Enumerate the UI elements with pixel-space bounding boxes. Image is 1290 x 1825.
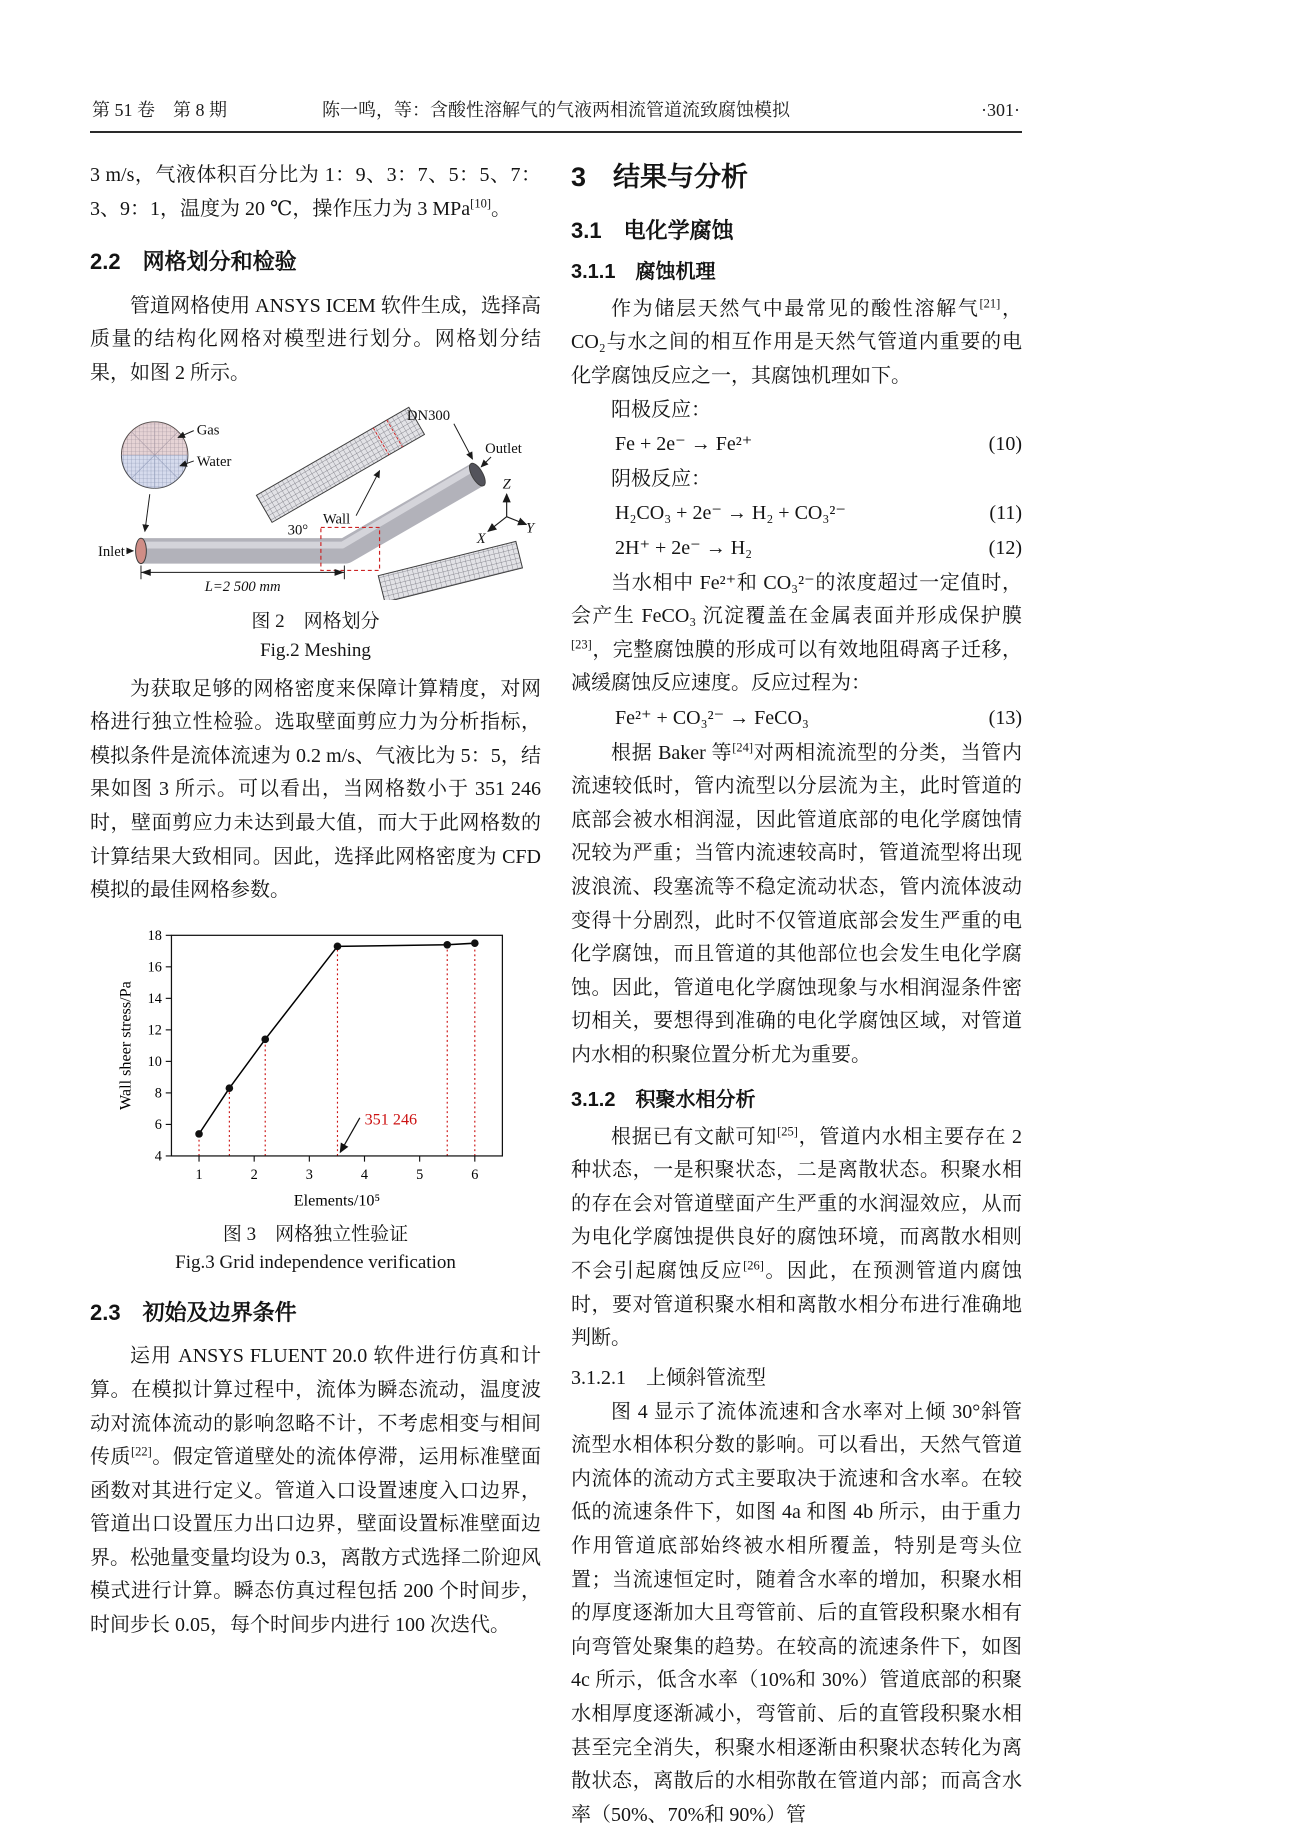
text-run: 对两相流流型的分类，当管内流速较低时，管内流型以分层流为主，此时管道的底部会被水相润湿，因此管道底部的电化学腐蚀情况较为严重；当管内流速较高时，管道流型将出现波浪流、段塞流等不稳定流动状态，管内流体波动变得十分剧烈，此时不仅管道底部会发生严重的电化学腐蚀，而且管道的其他部位也会发生电化学腐蚀。因此，管道电化学腐蚀现象与水相润湿条件密切相关，要想得到准确的电化学腐蚀区域，对管道内水相的积聚位置分析尤为重要。 — [571, 741, 1022, 1066]
fig2-label-gas: Gas — [196, 423, 220, 440]
section-heading-3: 3 结果与分析 — [571, 162, 749, 192]
citation-ref-21: [21] — [979, 296, 1001, 311]
fig2-axis-x: X — [476, 531, 486, 548]
figure-2-caption-en: Fig.2 Meshing — [260, 640, 371, 662]
paragraph-operating-conditions — [90, 159, 541, 226]
length-dimension — [140, 566, 343, 580]
equation-11-number: (11) — [989, 502, 1022, 525]
text-run: 3 m/s，气液体积百分比为 1：9、3：7、5：5、7：3、9：1，温度为 20 ℃，操作压力为 3 MPa — [90, 164, 541, 220]
equation-13 — [571, 702, 1022, 736]
citation-ref-23: [23] — [571, 637, 592, 652]
citation-ref-22: [22] — [130, 1444, 152, 1459]
fig2-label-length: L=2 500 mm — [204, 579, 281, 596]
figure-2-caption — [90, 608, 541, 664]
section-heading-2-2: 2.2 网格划分和检验 — [90, 249, 297, 275]
equation-12-formula: 2H⁺ + 2e⁻ → H₂ — [615, 537, 753, 560]
svg-text:2: 2 — [250, 1166, 258, 1183]
svg-text:6: 6 — [470, 1166, 478, 1183]
paragraph-flow-pattern — [571, 737, 1022, 1073]
citation-ref-10: [10] — [470, 195, 491, 210]
equation-12 — [571, 532, 1022, 566]
paragraph-boundary-conditions — [90, 1340, 541, 1642]
svg-text:6: 6 — [154, 1116, 162, 1133]
fig2-axis-y: Y — [525, 520, 534, 537]
inlet-face — [135, 539, 146, 564]
citation-ref-25: [25] — [777, 1123, 798, 1138]
outlet-mesh-pipe — [378, 542, 522, 601]
equation-13-number: (13) — [988, 707, 1022, 730]
inlet-cross-section — [121, 422, 187, 488]
section-heading-3-1-2: 3.1.2 积聚水相分析 — [571, 1088, 756, 1111]
svg-text:4: 4 — [360, 1166, 368, 1183]
text-run: 作为储层天然气中最常见的酸性溶解气 — [611, 297, 980, 320]
section-heading-2-3: 2.3 初始及边界条件 — [90, 1299, 297, 1325]
mesh-diagram — [96, 404, 536, 600]
header-page-number: ·301· — [981, 100, 1020, 120]
text-run: ，管道内水相主要存在 2 种状态，一是积聚状态，二是离散状态。积聚水相的存在会对管道壁面产生严重的水润湿效应，从而为电化学腐蚀提供良好的腐蚀环境，而离散水相则不会引起腐蚀反应 — [571, 1125, 1023, 1282]
equation-11-formula: H₂CO₃ + 2e⁻ → H₂ + CO₃²⁻ — [615, 502, 846, 525]
equation-12-number: (12) — [988, 537, 1022, 560]
header-volume-issue: 第 51 卷 第 8 期 — [92, 100, 227, 120]
section-heading-3-1-1: 3.1.1 腐蚀机理 — [571, 260, 716, 283]
citation-ref-26: [26] — [743, 1258, 764, 1273]
svg-text:351 246: 351 246 — [364, 1111, 417, 1129]
text-run: ，CO₂与水之间的相互作用是天然气管道内重要的电化学腐蚀反应之一，其腐蚀机理如下。 — [571, 297, 1023, 388]
svg-text:5: 5 — [415, 1166, 423, 1183]
svg-text:12: 12 — [147, 1022, 162, 1039]
text-run: 。 — [490, 197, 511, 220]
equation-11 — [571, 497, 1022, 531]
fig2-label-inlet: Inlet — [97, 544, 125, 561]
figure-2-caption-cn: 图 2 网格划分 — [251, 611, 380, 633]
cathode-reaction-label: 阴极反应： — [611, 467, 711, 490]
svg-text:Elements/10⁵: Elements/10⁵ — [293, 1192, 380, 1210]
svg-text:1: 1 — [194, 1166, 203, 1183]
svg-text:3: 3 — [305, 1166, 313, 1183]
equation-10-number: (10) — [988, 433, 1022, 456]
anode-reaction-label: 阳极反应： — [611, 398, 711, 421]
text-run: 。假定管道壁处的流体停滞，运用标准壁面函数对其进行定义。管道入口设置速度入口边界，管道出口设置压力出口边界，壁面设置标准壁面边界。松弛量变量均设为 0.3，离散方式选择二阶迎风模式进行计算。瞬态仿真过程包括 200 个时间步，时间步长 0.05，每个时间步内进行 100 次迭代。 — [90, 1446, 541, 1637]
figure-2 — [90, 404, 541, 664]
grid-independence-chart-container — [90, 922, 541, 1213]
citation-ref-24: [24] — [732, 739, 754, 754]
equation-10-formula: Fe + 2e⁻ → Fe²⁺ — [615, 433, 753, 456]
section-heading-3-1-2-1: 3.1.2.1 上倾斜管流型 — [571, 1366, 766, 1389]
fig2-label-dn300: DN300 — [406, 408, 450, 425]
svg-text:Wall sheer stress/Pa: Wall sheer stress/Pa — [117, 980, 135, 1110]
equation-10 — [571, 428, 1022, 462]
fig2-axis-z: Z — [502, 476, 511, 493]
text-run: 当水相中 Fe²⁺和 CO₃²⁻的浓度超过一定值时，会产生 FeCO₃ 沉淀覆盖在金属表面并形成保护膜 — [571, 571, 1022, 628]
paragraph-inclined-pipe-flow: 图 4 显示了流体流速和含水率对上倾 30°斜管流型水相体积分数的影响。可以看出，天然气管道内流体的流动方式主要取决于流速和含水率。在较低的流速条件下，如图 4a 和图 4b 所示，由于重力作用管道底部始终被水相所覆盖，特别是弯头位置；当流速恒定时，随着含水率的增加，积聚水相的厚度逐渐加大且弯管前、后的直管段积聚水相有向弯管处聚集的趋势。在较高的流速条件下，如图 4c 所示，低含水率（10%和 30%）管道底部的积聚水相厚度逐渐减小，弯管前、后的直管段积聚水相甚至完全消失，积聚水相逐渐由积聚状态转化为离散状态，离散后的水相弥散在管道内部；而高含水率（50%、70%和 90%）管 — [571, 1400, 1022, 1825]
paragraph-corrosion-mechanism — [571, 293, 1022, 394]
svg-text:14: 14 — [147, 990, 162, 1007]
equation-13-formula: Fe²⁺ + CO₃²⁻ → FeCO₃ — [615, 707, 809, 730]
svg-text:4: 4 — [154, 1148, 162, 1165]
text-run: 运用 ANSYS FLUENT 20.0 软件进行仿真和计算。在模拟计算过程中，流体为瞬态流动，温度波动对流体流动的影响忽略不计，不考虑相变与相间传质 — [90, 1345, 541, 1469]
figure-3-caption — [90, 1221, 541, 1277]
svg-text:8: 8 — [154, 1085, 162, 1102]
text-run: 。因此，在预测管道内腐蚀时，要对管道积聚水相和离散水相分布进行准确地判断。 — [571, 1259, 1023, 1350]
paragraph-protective-film — [571, 567, 1022, 701]
grid-independence-chart — [116, 922, 516, 1213]
left-column — [90, 159, 541, 1825]
paragraph-water-phase-states — [571, 1121, 1022, 1356]
header-running-title: 陈一鸣，等：含酸性溶解气的气液两相流管道流致腐蚀模拟 — [322, 100, 790, 120]
text-run: ，完整腐蚀膜的形成可以有效地阻碍离子迁移，减缓腐蚀反应速度。反应过程为： — [571, 638, 1022, 695]
fig2-label-water: Water — [196, 454, 231, 471]
paragraph-grid-independence: 为获取足够的网格密度来保障计算精度，对网格进行独立性检验。选取壁面剪应力为分析指标，模拟条件是流体流速为 0.2 m/s、气液比为 5：5，结果如图 3 所示。可以看出，当网格数小于 351 246 时，壁面剪应力未达到最大值，而大于此网格数的计算结果大致相同。因此，选择此网格密度为 CFD 模拟的最佳网格参数。 — [90, 677, 541, 902]
paragraph-meshing: 管道网格使用 ANSYS ICEM 软件生成，选择高质量的结构化网格对模型进行划分。网格划分结果，如图 2 所示。 — [90, 294, 541, 384]
right-column — [571, 159, 1022, 1825]
svg-text:18: 18 — [147, 927, 162, 944]
figure-3-caption-en: Fig.3 Grid independence verification — [175, 1252, 456, 1274]
fig2-label-wall: Wall — [322, 511, 350, 528]
svg-text:10: 10 — [147, 1053, 162, 1070]
figure-3-caption-cn: 图 3 网格独立性验证 — [222, 1223, 409, 1245]
text-run: 根据 Baker 等 — [611, 741, 733, 764]
svg-text:16: 16 — [147, 959, 162, 976]
fig2-label-outlet: Outlet — [484, 441, 522, 458]
figure-3 — [90, 922, 541, 1277]
section-heading-3-1: 3.1 电化学腐蚀 — [571, 218, 734, 244]
fig2-label-angle: 30° — [287, 522, 308, 539]
page-header — [90, 96, 1022, 133]
text-run: 根据已有文献可知 — [611, 1125, 778, 1148]
coordinate-axes — [488, 495, 526, 532]
